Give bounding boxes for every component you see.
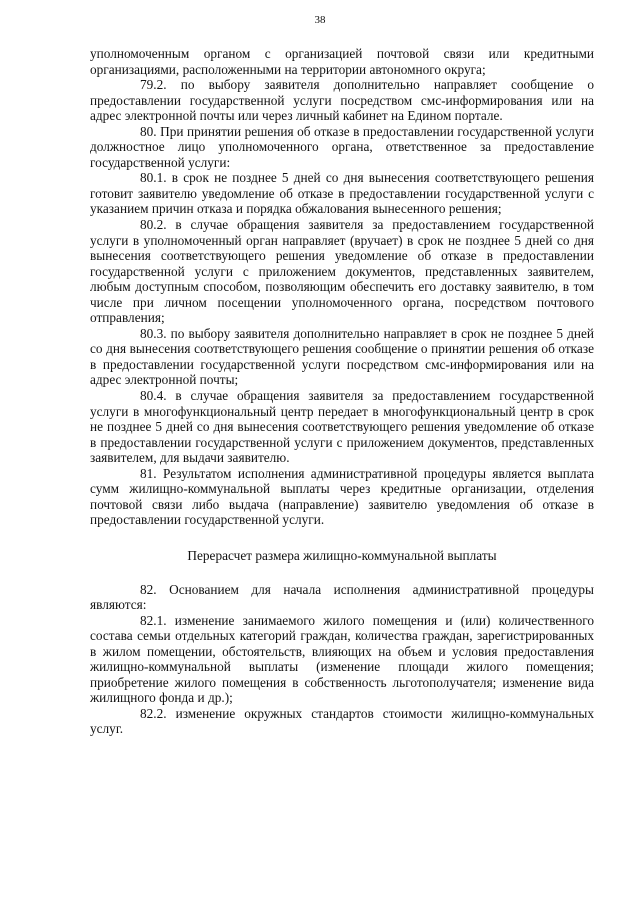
- paragraph: 80.1. в срок не позднее 5 дней со дня вынесения соответствующего решения готовит заявителю уведомление об отказе в предоставлении государственной услуги с указанием причин отказа и порядка обжалования вынесенного решения;: [90, 170, 594, 217]
- paragraph: 80.3. по выбору заявителя дополнительно направляет в срок не позднее 5 дней со дня вынесения соответствующего решения сообщение о принятии решения об отказе в предоставлении государственной услуги посредством смс-информирования или на адрес электронной почты;: [90, 325, 594, 388]
- paragraph: 80.2. в случае обращения заявителя за предоставлением государственной услуги в уполномоченный орган направляет (вручает) в срок не позднее 5 дней со дня вынесения соответствующего решения уведомление об отказе в предоставлении государственной услуги с приложением документов, представленных заявителем, любым доступным способом, позволяющим обеспечить его доставку заявителю, в том числе при личном посещении уполномоченного органа, посредством почтового отправления;: [90, 217, 594, 326]
- paragraph: 81. Результатом исполнения административной процедуры является выплата сумм жилищно-коммунальной выплаты через кредитные организации, отделения почтовой связи либо выдача (направление) заявителю уведомления об отказе в предоставлении государственной услуги.: [90, 465, 594, 528]
- paragraph: 80. При принятии решения об отказе в предоставлении государственной услуги должностное лицо уполномоченного органа, ответственное за предоставление государственной услуги:: [90, 123, 594, 170]
- section-heading: Перерасчет размера жилищно-коммунальной выплаты: [187, 547, 497, 563]
- paragraph: 82. Основанием для начала исполнения административной процедуры являются:: [90, 581, 594, 613]
- paragraph: уполномоченным органом с организацией почтовой связи или кредитными организациями, расположенными на территории автономного округа;: [90, 46, 594, 77]
- paragraph: 82.1. изменение занимаемого жилого помещения и (или) количественного состава семьи отдельных категорий граждан, количества граждан, зарегистрированных в жилом помещении, обстоятельств, влияющих на объем и условия предоставления жилищно-коммунальной выплаты (изменение площади жилого помещения; приобретение жилого помещения в собственность льготополучателя; изменение вида жилищного фонда и др.);: [90, 612, 594, 706]
- paragraph: 79.2. по выбору заявителя дополнительно направляет сообщение о предоставлении государственной услуги посредством смс-информирования или на адрес электронной почты или через личный кабинет на Едином портале.: [90, 77, 594, 124]
- paragraph: 80.4. в случае обращения заявителя за предоставлением государственной услуги в многофункциональный центр передает в многофункциональный центр в срок не позднее 5 дней со дня вынесения соответствующего решения уведомление об отказе в предоставлении государственной услуги с приложением документов, представленных заявителем, для выдачи заявителю.: [90, 388, 594, 466]
- paragraph: 82.2. изменение окружных стандартов стоимости жилищно-коммунальных услуг.: [90, 705, 594, 737]
- page-number: 38: [314, 14, 326, 26]
- document-body: [90, 46, 594, 737]
